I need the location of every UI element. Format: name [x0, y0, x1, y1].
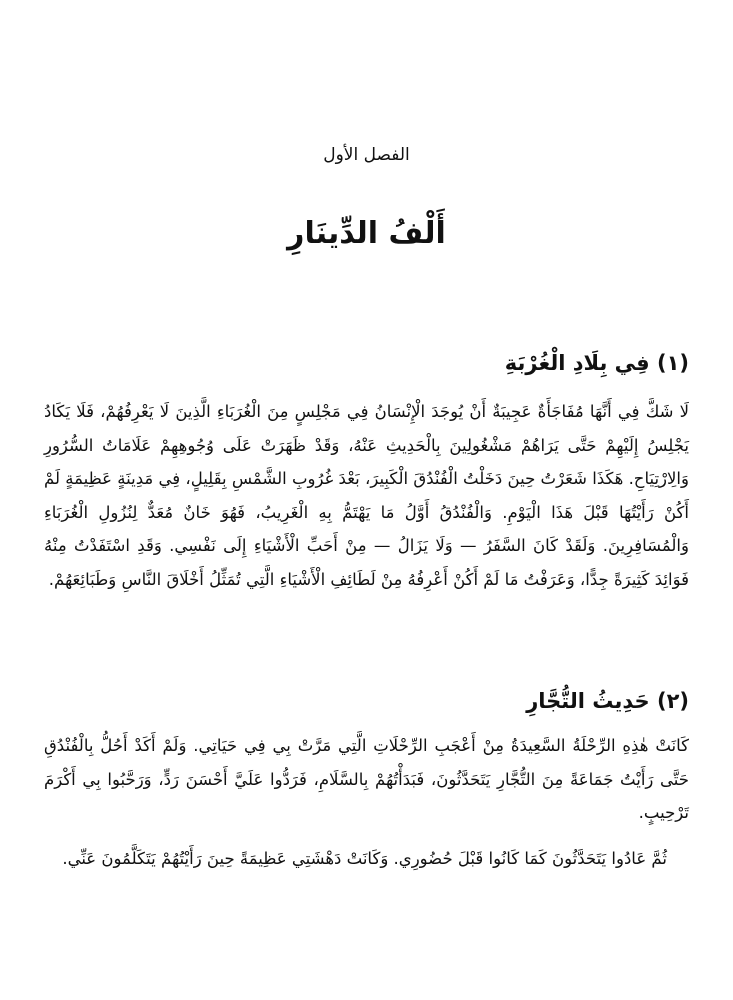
- section-paragraph: ثُمَّ عَادُوا يَتَحَدَّثُونَ كَمَا كَانُوا قَبْلَ حُضُورِي. وَكَانَتْ دَهْشَتِي عَظِيمَةً حِينَ رَأَيْتُهُمْ يَتَكَلَّمُونَ عَنِّي.: [62, 849, 667, 868]
- section-heading: (١) فِي بِلَادِ الْغُرْبَةِ: [504, 351, 689, 375]
- section-heading: (٢) حَدِيثُ التُّجَّارِ: [526, 689, 689, 713]
- chapter-label: الفصل الأول: [323, 145, 410, 165]
- section-paragraph: لَا شَكَّ فِي أَنَّهَا مُفَاجَأَةٌ عَجِيبَةٌ أَنْ يُوجَدَ الْإِنْسَانُ فِي مَجْلِسٍ مِنَ الْغُرَبَاءِ الَّذِينَ لَا يَعْرِفُهُمْ، فَلَا يَكَادُ يَجْلِسُ إِلَيْهِمْ حَتَّى يَرَاهُمْ مَشْغُولِينَ بِالْحَدِيثِ عَنْهُ، وَقَدْ ظَهَرَتْ عَلَى وُجُوهِهِمْ عَلَامَاتُ السُّرُورِ وَالِارْتِيَاحِ. هَكَذَا شَعَرْتُ حِينَ دَخَلْتُ الْفُنْدُقَ الْكَبِيرَ، بَعْدَ غُرُوبِ الشَّمْسِ بِقَلِيلٍ، فِي مَدِينَةٍ عَظِيمَةٍ لَمْ أَكُنْ رَأَيْتُهَا قَبْلَ هَذَا الْيَوْمِ. وَالْفُنْدُقُ أَوَّلُ مَا يَهْتَمُّ بِهِ الْغَرِيبُ، فَهُوَ خَانٌ مُعَدٌّ لِنُزُولِ الْغُرَبَاءِ وَالْمُسَافِرِينَ. وَلَقَدْ كَانَ السَّفَرُ — وَلَا يَزَالُ — مِنْ أَحَبِّ الْأَشْيَاءِ إِلَى نَفْسِي. وَقَدِ اسْتَفَدْتُ مِنْهُ فَوَائِدَ كَثِيرَةً جِدًّا، وَعَرَفْتُ مَا لَمْ أَكُنْ أَعْرِفُهُ مِنْ لَطَائِفِ الْأَشْيَاءِ الَّتِي تُمَثِّلُ أَخْلَاقَ النَّاسِ وَطَبَائِعَهُمْ.: [44, 402, 689, 589]
- section-paragraph: كَانَتْ هٰذِهِ الرِّحْلَةُ السَّعِيدَةُ مِنْ أَعْجَبِ الرِّحْلَاتِ الَّتِي مَرَّتْ بِي فِي حَيَاتِي. وَلَمْ أَكَدْ أَحُلُّ بِالْفُنْدُقِ حَتَّى رَأَيْتُ جَمَاعَةً مِنَ التُّجَّارِ يَتَحَدَّثُونَ، فَبَدَأْتُهُمْ بِالسَّلَامِ، فَرَدُّوا عَلَيَّ أَحْسَنَ رَدٍّ، وَرَحَّبُوا بِي أَكْرَمَ تَرْحِيبٍ.: [44, 736, 689, 822]
- chapter-title: أَلْفُ الدِّينَارِ: [287, 216, 446, 251]
